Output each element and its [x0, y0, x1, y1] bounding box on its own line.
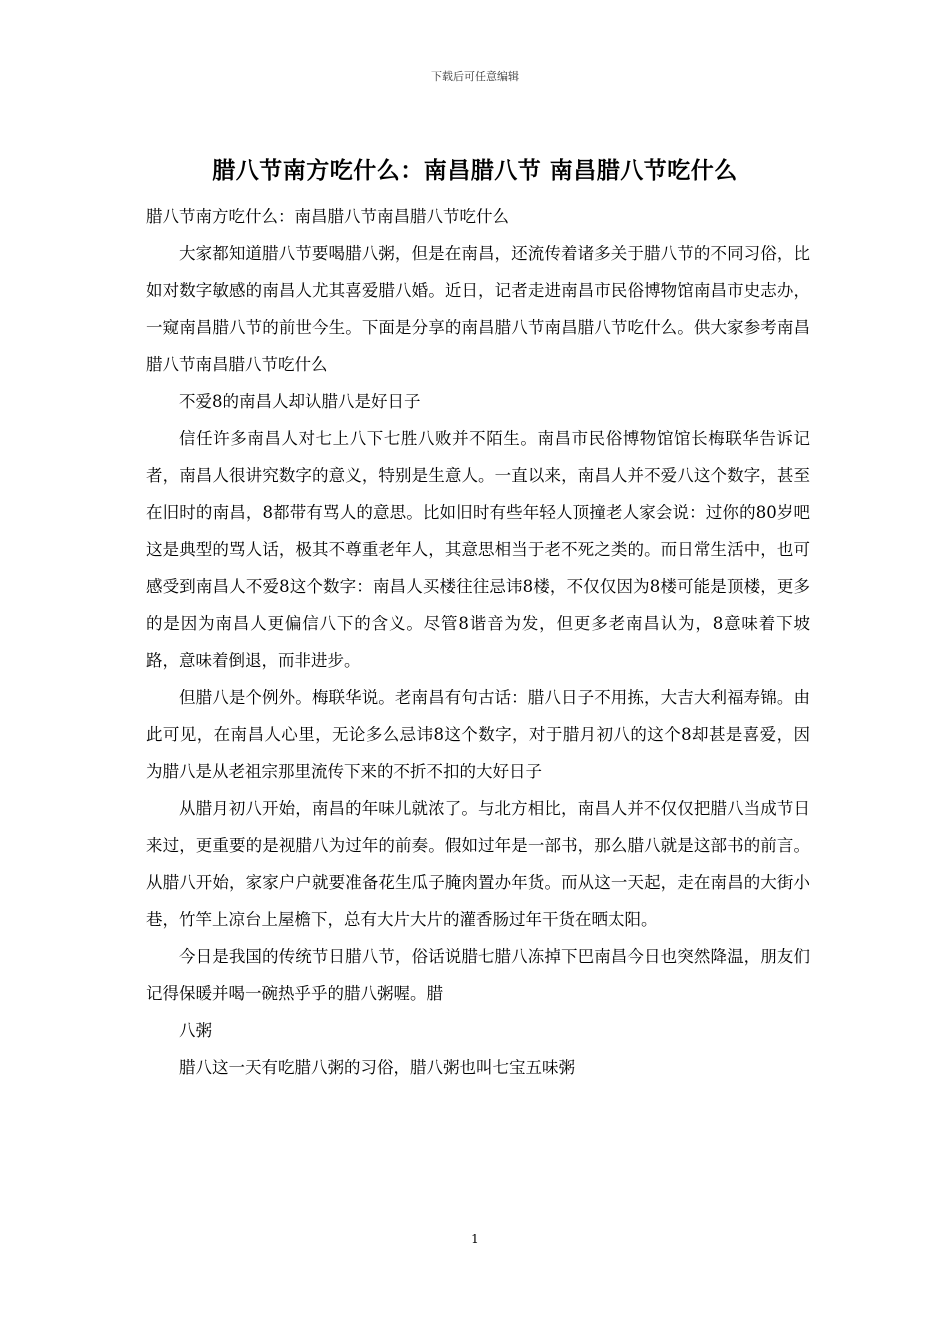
document-body: [146, 198, 810, 1086]
header-note: 下载后可任意编辑: [431, 70, 519, 83]
subtitle-paragraph: 腊八节南方吃什么：南昌腊八节南昌腊八节吃什么: [146, 207, 509, 226]
body-paragraph: 八粥: [179, 1021, 212, 1040]
page-number: 1: [471, 1232, 479, 1246]
body-paragraph: 今日是我国的传统节日腊八节，俗话说腊七腊八冻掉下巴南昌今日也突然降温，朋友们记得保暖并喝一碗热乎乎的腊八粥喔。腊: [146, 947, 810, 1003]
body-paragraph: 信任许多南昌人对七上八下七胜八败并不陌生。南昌市民俗博物馆馆长梅联华告诉记者，南昌人很讲究数字的意义，特别是生意人。一直以来，南昌人并不爱八这个数字，甚至在旧时的南昌，8都带有骂人的意思。比如旧时有些年轻人顶撞老人家会说：过你的80岁吧这是典型的骂人话，极其不尊重老年人，其意思相当于老不死之类的。而日常生活中，也可感受到南昌人不爱8这个数字：南昌人买楼往往忌讳8楼，不仅仅因为8楼可能是顶楼，更多的是因为南昌人更偏信八下的含义。尽管8谐音为发，但更多老南昌认为，8意味着下坡路，意味着倒退，而非进步。: [146, 429, 810, 670]
body-paragraph: 腊八这一天有吃腊八粥的习俗，腊八粥也叫七宝五味粥: [179, 1058, 575, 1077]
section-heading: 不爱8的南昌人却认腊八是好日子: [179, 392, 421, 411]
body-paragraph: 但腊八是个例外。梅联华说。老南昌有句古话：腊八日子不用拣，大吉大利福寿锦。由此可见，在南昌人心里，无论多么忌讳8这个数字，对于腊月初八的这个8却甚是喜爱，因为腊八是从老祖宗那里流传下来的不折不扣的大好日子: [146, 688, 810, 781]
body-paragraph: 从腊月初八开始，南昌的年味儿就浓了。与北方相比，南昌人并不仅仅把腊八当成节日来过，更重要的是视腊八为过年的前奏。假如过年是一部书，那么腊八就是这部书的前言。从腊八开始，家家户户就要准备花生瓜子腌肉置办年货。而从这一天起，走在南昌的大街小巷，竹竿上凉台上屋檐下，总有大片大片的灌香肠过年干货在晒太阳。: [146, 799, 810, 929]
body-paragraph: 大家都知道腊八节要喝腊八粥，但是在南昌，还流传着诸多关于腊八节的不同习俗，比如对数字敏感的南昌人尤其喜爱腊八婚。近日，记者走进南昌市民俗博物馆南昌市史志办，一窥南昌腊八节的前世今生。下面是分享的南昌腊八节南昌腊八节吃什么。供大家参考南昌腊八节南昌腊八节吃什么: [146, 244, 810, 374]
document-title: 腊八节南方吃什么：南昌腊八节 南昌腊八节吃什么: [212, 157, 738, 184]
